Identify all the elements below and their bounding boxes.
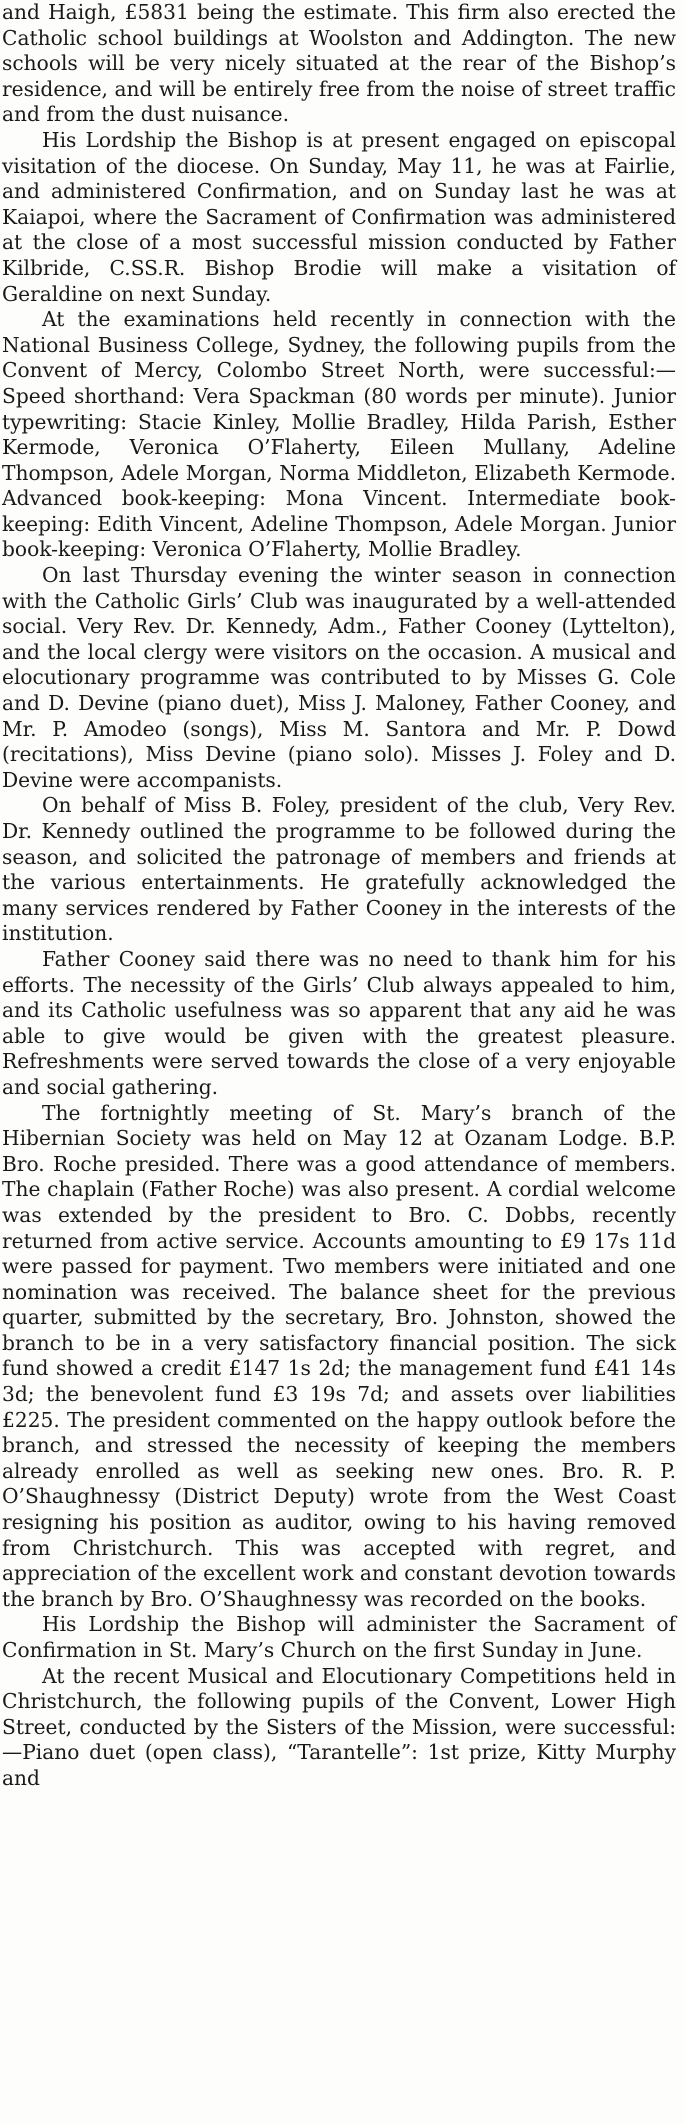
paragraph-episcopal-visitation: His Lordship the Bishop is at present engaged on episcopal visitation of the diocese. On Sunday, May 11, he was at Fairlie, and administered Confirmation, and on Sunday last he was at Kaiapoi, where the Sacrament of Confirmation was administered at the close of a most successful mission conducted by Father Kilbride, C.SS.R. Bishop Brodie will make a visitation of Geraldine on next Sunday. (2, 127, 676, 306)
paragraph-hibernian-society: The fortnightly meeting of St. Mary’s branch of the Hibernian Society was held on May 12 at Ozanam Lodge. B.P. Bro. Roche presided. There was a good attendance of members. The chaplain (Father Roche) was also present. A cordial welcome was extended by the president to Bro. C. Dobbs, recently returned from active service. Accounts amounting to £9 17s 11d were passed for payment. Two members were initiated and one nomination was received. The balance sheet for the previous quarter, submitted by the secretary, Bro. Johnston, showed the branch to be in a very satisfactory financial position. The sick fund showed a credit £147 1s 2d; the management fund £41 14s 3d; the benevolent fund £3 19s 7d; and assets over liabilities £225. The president commented on the happy outlook before the branch, and stressed the necessity of keeping the members already enrolled as well as seeking new ones. Bro. R. P. O’Shaughnessy (District Deputy) wrote from the West Coast resigning his position as auditor, owing to his having removed from Christchurch. This was accepted with regret, and appreciation of the excellent work and constant devotion towards the branch by Bro. O’Shaughnessy was recorded on the books. (2, 1100, 676, 1611)
paragraph-girls-club-social: On last Thursday evening the winter season in connection with the Catholic Girls’ Club was inaugurated by a well-attended social. Very Rev. Dr. Kennedy, Adm., Father Cooney (Lyttelton), and the local clergy were visitors on the occasion. A musical and elocutionary programme was contributed to by Misses G. Cole and D. Devine (piano duet), Miss J. Maloney, Father Cooney, and Mr. P. Amodeo (songs), Miss M. Santora and Mr. P. Dowd (recitations), Miss Devine (piano solo). Misses J. Foley and D. Devine were accompanists. (2, 563, 676, 792)
paragraph-father-cooney-reply: Father Cooney said there was no need to thank him for his efforts. The necessity of the Girls’ Club always appealed to him, and its Catholic usefulness was so apparent that any aid he was able to give would be given with the greatest pleasure. Refreshments were served towards the close of a very enjoyable and social gathering. (2, 946, 676, 1099)
paragraph-business-college-results: At the examinations held recently in connection with the National Business College, Sydney, the following pupils from the Convent of Mercy, Colombo Street North, were successful:—Speed shorthand: Vera Spackman (80 words per minute). Junior typewriting: Stacie Kinley, Mollie Bradley, Hilda Parish, Esther Kermode, Veronica O’Flaherty, Eileen Mullany, Adeline Thompson, Adele Morgan, Norma Middleton, Elizabeth Kermode. Advanced book-keeping: Mona Vincent. Intermediate book-keeping: Edith Vincent, Adeline Thompson, Adele Morgan. Junior book-keeping: Veronica O’Flaherty, Mollie Bradley. (2, 307, 676, 562)
paragraph-confirmation-notice: His Lordship the Bishop will administer the Sacrament of Confirmation in St. Mary’s Church on the first Sunday in June. (2, 1612, 676, 1662)
paragraph-club-programme: On behalf of Miss B. Foley, president of the club, Very Rev. Dr. Kennedy outlined the programme to be followed during the season, and solicited the patronage of members and friends at the various entertainments. He gratefully acknowledged the many services rendered by Father Cooney in the interests of the institution. (2, 793, 676, 946)
paragraph-school-buildings: and Haigh, £5831 being the estimate. This firm also erected the Catholic school buildings at Woolston and Addington. The new schools will be very nicely situated at the rear of the Bishop’s residence, and will be entirely free from the noise of street traffic and from the dust nuisance. (2, 0, 676, 127)
paragraph-competition-results: At the recent Musical and Elocutionary Competitions held in Christchurch, the following pupils of the Convent, Lower High Street, conducted by the Sisters of the Mission, were successful:—Piano duet (open class), “Tarantelle”: 1st prize, Kitty Murphy and (2, 1663, 676, 1790)
